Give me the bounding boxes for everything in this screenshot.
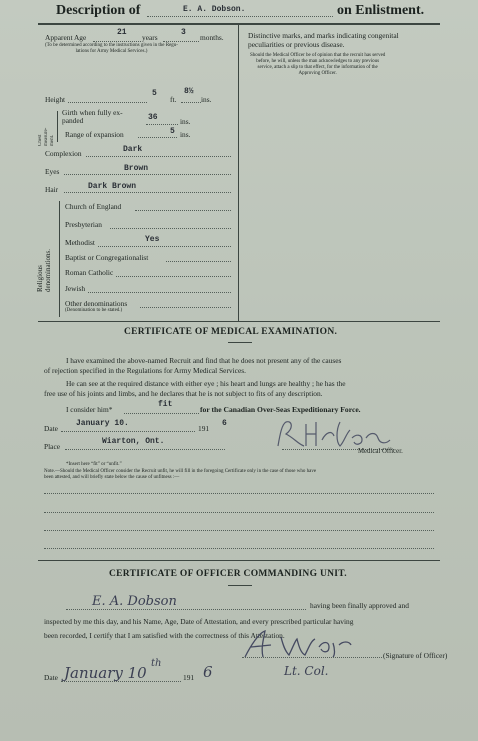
religion-roman-catholic: Roman Catholic [65, 268, 114, 277]
eyes-value: Brown [124, 164, 149, 173]
recruit-name-line [66, 609, 306, 610]
religion-other-note: (Denomination to be stated.) [65, 308, 123, 313]
recruit-name-hand: E. A. Dobson [92, 594, 177, 609]
range-label: Range of expansion [65, 130, 124, 139]
chest-side-label: Chest measure- ment. [38, 127, 55, 146]
distinctive-heading: Distinctive marks, and marks indicating congenital peculiarities or previous disease. [248, 31, 399, 49]
girth-value: 36 [148, 113, 158, 122]
commanding-sig-line [242, 657, 382, 658]
complexion-label: Complexion [45, 149, 82, 158]
religion-bracket [59, 201, 60, 317]
height-ins-line [181, 102, 201, 103]
unfit-line-2 [44, 512, 434, 513]
commanding-heading: CERTIFICATE OF OFFICER COMMANDING UNIT. [109, 569, 347, 579]
religion-church-of-england: Church of England [65, 202, 122, 211]
medical-note: Note.—Should the Medical Officer consider the Recruit unfit, he will fill in the foregoing Certificate only in the case of those who have been attested, and will briefly state below the cause of unfitness :— [44, 469, 317, 480]
commanding-rank-hand: Lt. Col. [284, 664, 329, 678]
height-ins: 8½ [184, 87, 194, 96]
girth-label: Girth when fully ex- panded [62, 108, 123, 125]
rc-line [116, 276, 231, 277]
hair-value: Dark Brown [88, 182, 137, 191]
header-name: E. A. Dobson. [183, 5, 246, 14]
header-title-right: on Enlistment. [337, 3, 425, 18]
medical-date-label: Date [44, 424, 58, 433]
header-name-line [147, 16, 333, 17]
commanding-sig-label: (Signature of Officer) [383, 651, 448, 660]
height-dots [68, 102, 147, 103]
jewish-line [88, 292, 231, 293]
complexion-line [86, 156, 231, 157]
complexion-value: Dark [123, 145, 143, 154]
religion-side-label: Religious denominations. [36, 249, 52, 292]
medical-para1: I have examined the above-named Recruit and find that he does not present any of the causes [66, 356, 342, 365]
other-line [140, 307, 231, 308]
hair-line [64, 192, 231, 193]
insert-note: *Insert here “fit” or “unfit.” [66, 462, 122, 467]
commanding-year-hand: 6 [203, 663, 213, 681]
religion-jewish: Jewish [65, 284, 86, 293]
fit-value: fit [158, 400, 173, 409]
range-line [138, 137, 177, 138]
consider-post: for the Canadian Over-Seas Expeditionary Force. [200, 405, 361, 414]
range-value: 5 [170, 127, 175, 136]
commanding-date-hand: January 10 [64, 664, 147, 682]
commanding-line1-post: having been finally approved and [310, 601, 409, 610]
medical-para1b: of rejection specified in the Regulations for Army Medical Services. [44, 366, 246, 375]
commanding-year-prefix: 191 [183, 673, 195, 682]
age-years: 21 [117, 28, 127, 37]
consider-pre: I consider him* [66, 405, 113, 414]
presby-line [110, 228, 231, 229]
column-divider [238, 25, 239, 321]
top-rule [38, 23, 440, 25]
eyes-line [64, 174, 231, 175]
coe-line [135, 210, 231, 211]
height-label: Height [45, 95, 66, 104]
commanding-heading-rule [228, 585, 252, 586]
medical-para2b: free use of his joints and limbs, and he declares that he is not subject to fits of any description. [44, 389, 323, 398]
age-months: 3 [181, 28, 186, 37]
header-title-left: Description of [56, 3, 141, 18]
religion-presbyterian: Presbyterian [65, 220, 102, 229]
medical-para2: He can see at the required distance with either eye ; his heart and lungs are healthy ; he has the [66, 379, 346, 388]
height-ft: 5 [152, 89, 157, 98]
medical-officer-label: Medical Officer. [358, 448, 403, 455]
medical-place-label: Place [44, 442, 61, 451]
unfit-line-4 [44, 548, 434, 549]
methodist-line [98, 246, 231, 247]
medical-year-prefix: 191 [198, 424, 210, 433]
medical-year-value: 6 [222, 419, 227, 428]
unfit-line-1 [44, 493, 434, 494]
medical-date-value: January 10. [76, 419, 129, 428]
age-label: Apparent Age [45, 33, 87, 42]
height-ins-unit: ins. [201, 95, 212, 104]
girth-line [146, 124, 178, 125]
medical-place-line [65, 449, 225, 450]
chest-bracket [57, 111, 58, 142]
hair-label: Hair [45, 185, 59, 194]
girth-unit: ins. [180, 117, 191, 126]
fit-line [124, 413, 199, 414]
range-unit: ins. [180, 130, 191, 139]
medical-date-line [61, 431, 195, 432]
commanding-line2: inspected by me this day, and his Name, Age, Date of Attestation, and every prescribed particular having [44, 617, 354, 626]
height-ft-unit: ft. [170, 95, 177, 104]
religion-methodist: Methodist [65, 238, 95, 247]
commanding-line3: been recorded, I certify that I am satisfied with the correctness of this Attestation. [44, 631, 285, 640]
commanding-date-sup: th [151, 658, 162, 669]
section-rule-1 [38, 321, 440, 322]
section-rule-2 [38, 560, 440, 561]
eyes-label: Eyes [45, 167, 60, 176]
medical-place-value: Wiarton, Ont. [102, 437, 165, 446]
commanding-date-label: Date [44, 673, 58, 682]
religion-baptist: Baptist or Congregationalist [65, 253, 149, 262]
baptist-line [166, 261, 231, 262]
age-months-unit: months. [200, 33, 224, 42]
distinctive-note: Should the Medical Officer be of opinion that the recruit has served before, he will, unless the man acknowledges to any previous service, attach a slip to that effect, for the information of the Approving Officer. [250, 53, 386, 76]
age-months-line [163, 41, 199, 42]
age-years-unit: years [142, 33, 158, 42]
age-note: (To be determined according to the instructions given in the Regu- lations for Army Medical Services.) [45, 43, 178, 54]
medical-heading: CERTIFICATE OF MEDICAL EXAMINATION. [124, 327, 338, 337]
medical-heading-rule [228, 342, 252, 343]
age-years-line [93, 41, 141, 42]
methodist-value: Yes [145, 235, 160, 244]
religion-other: Other denominations [65, 299, 128, 308]
unfit-line-3 [44, 530, 434, 531]
